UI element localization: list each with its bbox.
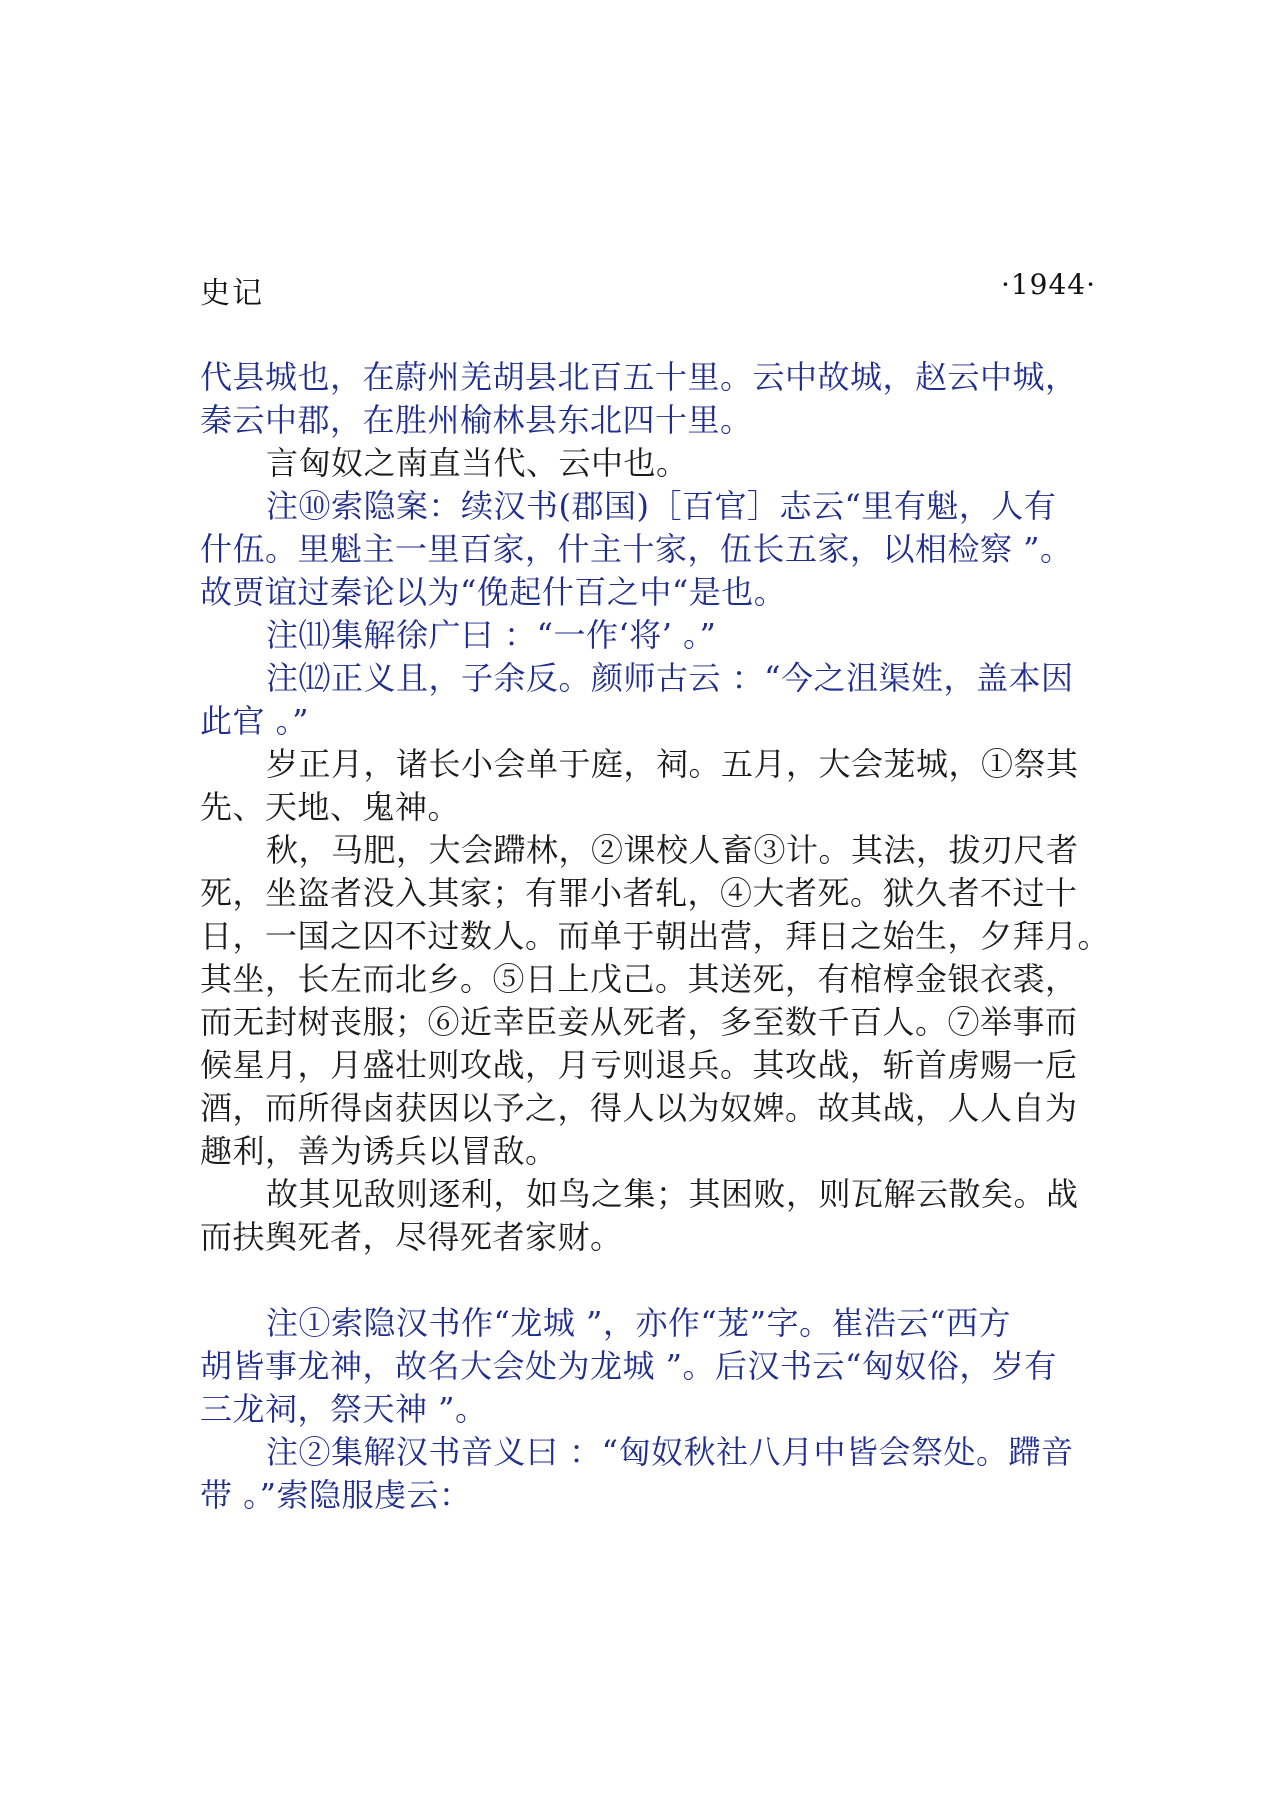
text-line: 带 。”索隐服虔云： xyxy=(200,1476,472,1514)
book-title: 史记 xyxy=(200,276,264,311)
text-line: 言匈奴之南直当代、云中也。 xyxy=(266,444,689,482)
text-line: 而扶舆死者，尽得死者家财。 xyxy=(200,1218,623,1256)
text-line: 候星月，月盛壮则攻战，月亏则退兵。其攻战，斩首虏赐一卮 xyxy=(200,1046,1078,1084)
text-line: 其坐，长左而北乡。⑤日上戊己。其送死，有棺椁金银衣裘， xyxy=(200,960,1078,998)
annotation-paragraph xyxy=(200,657,1096,743)
annotation-paragraph xyxy=(200,356,1096,442)
text-line: 而无封树丧服；⑥近幸臣妾从死者，多至数千百人。⑦举事而 xyxy=(200,1003,1078,1041)
text-line: 故贾谊过秦论以为“俛起什百之中“是也。 xyxy=(200,573,787,611)
annotation-paragraph xyxy=(200,1431,1096,1517)
text-line: 代县城也，在蔚州羌胡县北百五十里。云中故城，赵云中城， xyxy=(200,358,1078,396)
annotation-paragraph xyxy=(200,485,1096,614)
annotation-paragraph xyxy=(200,1302,1096,1431)
text-line: 故其见敌则逐利，如鸟之集；其困败，则瓦解云散矣。战 xyxy=(266,1175,1079,1213)
text-line: 注①索隐汉书作“龙城 ”，亦作“茏”字。崔浩云“西方 xyxy=(266,1304,1011,1342)
text-line: 三龙祠，祭天神 ”。 xyxy=(200,1390,488,1428)
text-line: 什伍。里魁主一里百家，什主十家，伍长五家，以相检察 ”。 xyxy=(200,530,1073,568)
text-line: 胡皆事龙神，故名大会处为龙城 ”。后汉书云“匈奴俗，岁有 xyxy=(200,1347,1057,1385)
text-paragraph xyxy=(200,442,1096,485)
text-line: 趣利，善为诱兵以冒敌。 xyxy=(200,1132,558,1170)
text-line: 先、天地、鬼神。 xyxy=(200,788,461,826)
text-line: 酒，而所得卤获因以予之，得人以为奴婢。故其战，人人自为 xyxy=(200,1089,1078,1127)
text-line: 秦云中郡，在胜州榆林县东北四十里。 xyxy=(200,401,753,439)
text-paragraph xyxy=(200,743,1096,829)
text-paragraph xyxy=(200,829,1111,1173)
text-line: 注⑩索隐案：续汉书(郡国)［百官］志云“里有魁，人有 xyxy=(266,487,1057,525)
text-line: 死，坐盗者没入其家；有罪小者轧，④大者死。狱久者不过十 xyxy=(200,874,1078,912)
annotation-paragraph xyxy=(200,614,1096,657)
text-line: 秋，马肥，大会蹛林，②课校人畜③计。其法，拔刃尺者 xyxy=(266,831,1079,869)
text-line: 注⑿正义且，子余反。颜师古云 ：“今之沮渠姓，盖本因 xyxy=(266,659,1074,697)
text-line: 日，一国之囚不过数人。而单于朝出营，拜日之始生，夕拜月。 xyxy=(200,917,1111,955)
page-number: ·1944· xyxy=(1000,268,1096,301)
text-line: 注⑾集解徐广曰 ：“一作‘将’ 。” xyxy=(266,616,717,654)
text-paragraph xyxy=(200,1173,1096,1259)
body-text xyxy=(200,356,1111,1517)
text-line: 此官 。” xyxy=(200,702,310,740)
text-line: 注②集解汉书音义曰 ：“匈奴秋社八月中皆会祭处。蹛音 xyxy=(266,1433,1074,1471)
paragraph-gap xyxy=(200,1259,1096,1302)
page-header xyxy=(200,268,1096,312)
text-line: 岁正月，诸长小会单于庭，祠。五月，大会茏城，①祭其 xyxy=(266,745,1079,783)
